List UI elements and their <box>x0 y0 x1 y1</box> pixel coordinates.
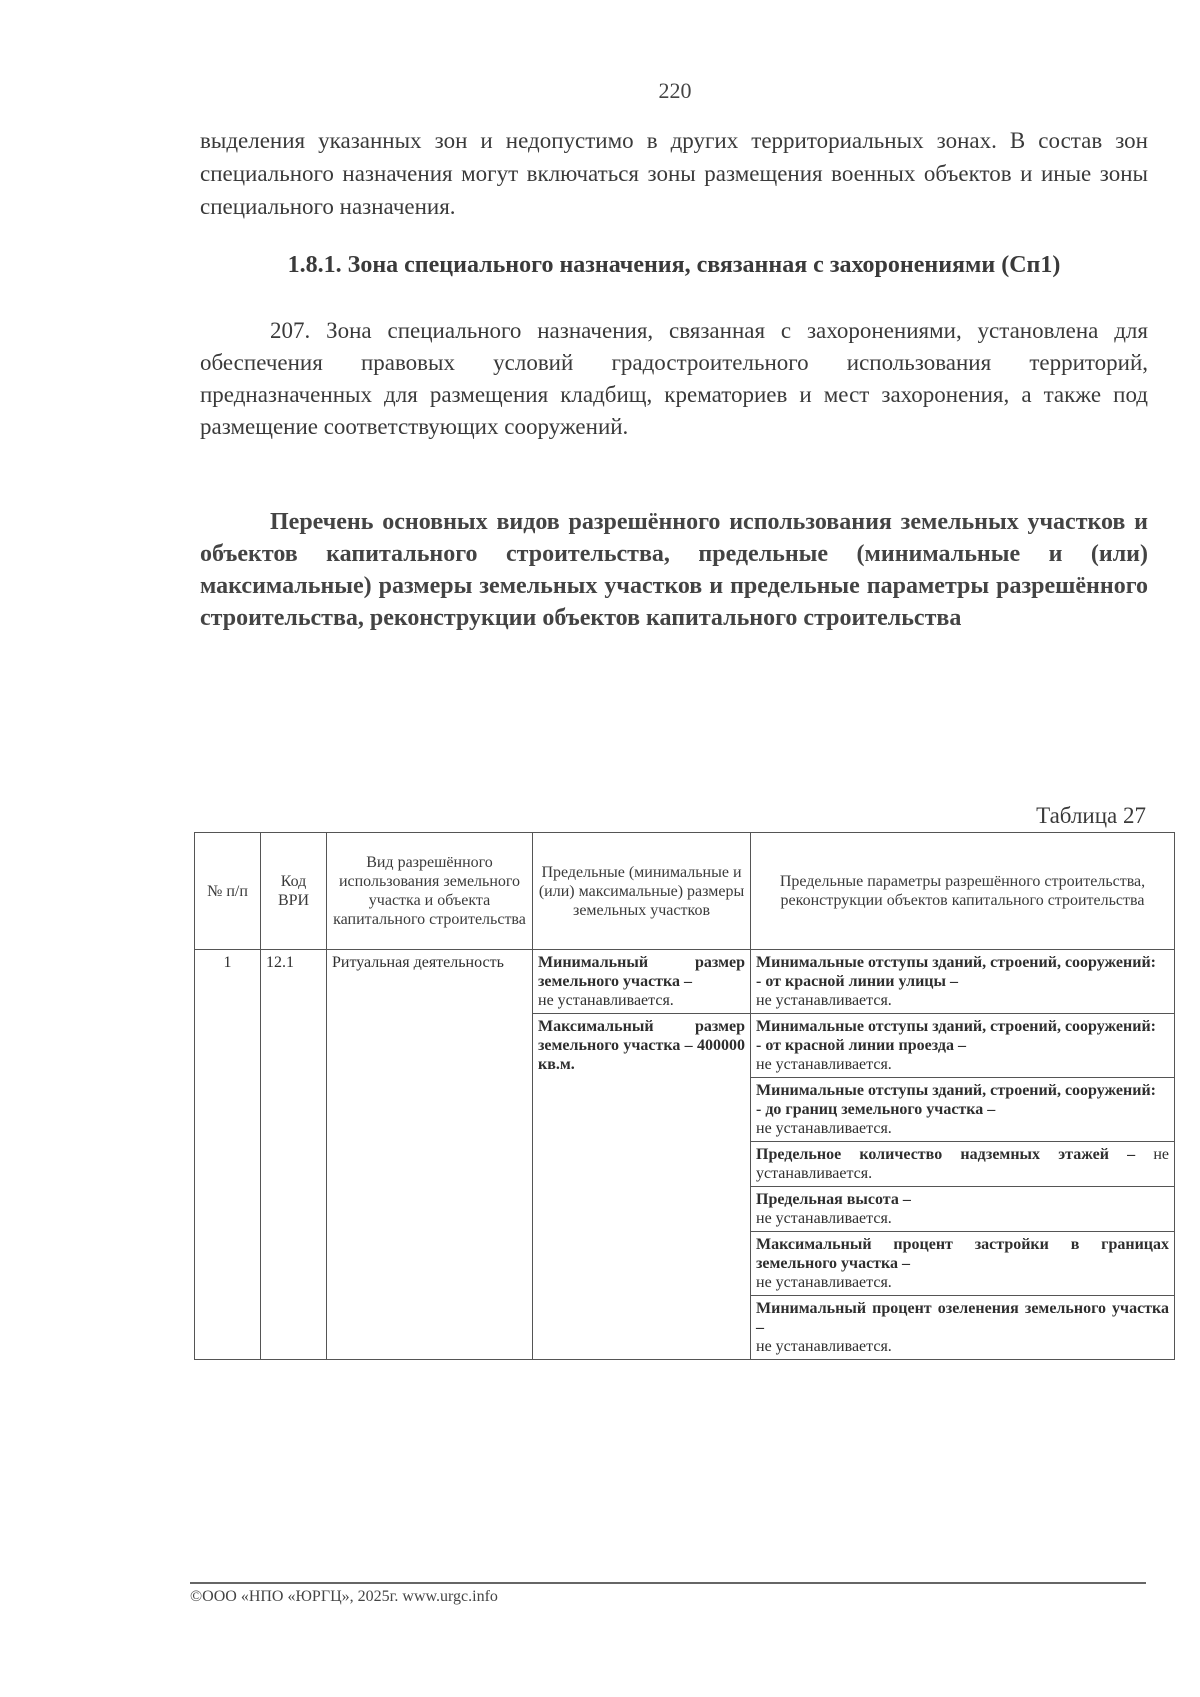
param-6-label: Максимальный процент застройки в границах земельного участка – <box>756 1236 1169 1272</box>
param-4-value: не устанавливается. <box>756 1146 1169 1182</box>
param-7-label: Минимальный процент озеленения земельного участка – <box>756 1300 1169 1336</box>
cell-param-6 <box>751 1232 1175 1296</box>
param-2-value: не устанавливается. <box>756 1056 892 1073</box>
table-caption: Таблица 27 <box>1036 803 1146 828</box>
param-2-sub: - от красной линии проезда – <box>756 1037 966 1054</box>
footer-divider <box>190 1582 1146 1584</box>
cell-param-4 <box>751 1142 1175 1187</box>
header-params: Предельные параметры разрешённого строительства, реконструкции объектов капитального строительства <box>751 833 1175 950</box>
cell-param-7 <box>751 1296 1175 1360</box>
param-4-label: Предельное количество надземных этажей – <box>756 1146 1136 1163</box>
header-code: Код ВРИ <box>261 833 327 950</box>
intro-paragraph: выделения указанных зон и недопустимо в других территориальных зонах. В состав зон специального назначения могут включаться зоны размещения военных объектов и иные зоны специального назначения. <box>200 128 1148 219</box>
cell-code: 12.1 <box>261 950 327 1360</box>
param-1-sub: - от красной линии улицы – <box>756 973 958 990</box>
param-3-sub: - до границ земельного участка – <box>756 1101 996 1118</box>
cell-param-5 <box>751 1187 1175 1232</box>
min-size-label: Минимальный размер земельного участка – <box>538 954 745 990</box>
cell-param-3 <box>751 1078 1175 1142</box>
param-3-label: Минимальные отступы зданий, строений, сооружений: <box>756 1082 1156 1099</box>
cell-param-2 <box>751 1014 1175 1078</box>
header-kind: Вид разрешённого использования земельного участка и объекта капитального строительства <box>327 833 533 950</box>
header-num: № п/п <box>195 833 261 950</box>
section-heading: 1.8.1. Зона специального назначения, связанная с захоронениями (Сп1) <box>287 252 1061 278</box>
list-heading: Перечень основных видов разрешённого использования земельных участков и объектов капитального строительства, предельные (минимальные и (или) максимальные) размеры земельных участков и предельные параметры разрешённого строительства, реконструкции объектов капитального строительства <box>200 509 1148 631</box>
page-number: 220 <box>658 78 692 103</box>
param-7-value: не устанавливается. <box>756 1338 892 1355</box>
cell-max-size <box>533 1014 751 1360</box>
param-5-value: не устанавливается. <box>756 1210 892 1227</box>
header-sizes: Предельные (минимальные и (или) максимальные) размеры земельных участков <box>533 833 751 950</box>
max-size-label: Максимальный размер земельного участка – 400000 кв.м. <box>538 1018 745 1073</box>
cell-min-size <box>533 950 751 1014</box>
param-3-value: не устанавливается. <box>756 1120 892 1137</box>
param-1-value: не устанавливается. <box>756 992 892 1009</box>
param-2-label: Минимальные отступы зданий, строений, сооружений: <box>756 1018 1156 1035</box>
param-5-label: Предельная высота – <box>756 1191 911 1208</box>
cell-kind: Ритуальная деятельность <box>327 950 533 1360</box>
footer-copyright: ©ООО «НПО «ЮРГЦ», 2025г. www.urgc.info <box>190 1588 498 1605</box>
table-header-row <box>195 833 1175 950</box>
permitted-use-table <box>194 832 1175 1360</box>
param-1-label: Минимальные отступы зданий, строений, сооружений: <box>756 954 1156 971</box>
min-size-value: не устанавливается. <box>538 992 674 1009</box>
cell-param-1 <box>751 950 1175 1014</box>
paragraph-207: 207. Зона специального назначения, связанная с захоронениями, установлена для обеспечения правовых условий градостроительного использования территорий, предназначенных для размещения кладбищ, крематориев и мест захоронения, а также под размещение соответствующих сооружений. <box>200 318 1148 439</box>
table-row <box>195 950 1175 1014</box>
cell-num: 1 <box>195 950 261 1360</box>
param-6-value: не устанавливается. <box>756 1274 892 1291</box>
